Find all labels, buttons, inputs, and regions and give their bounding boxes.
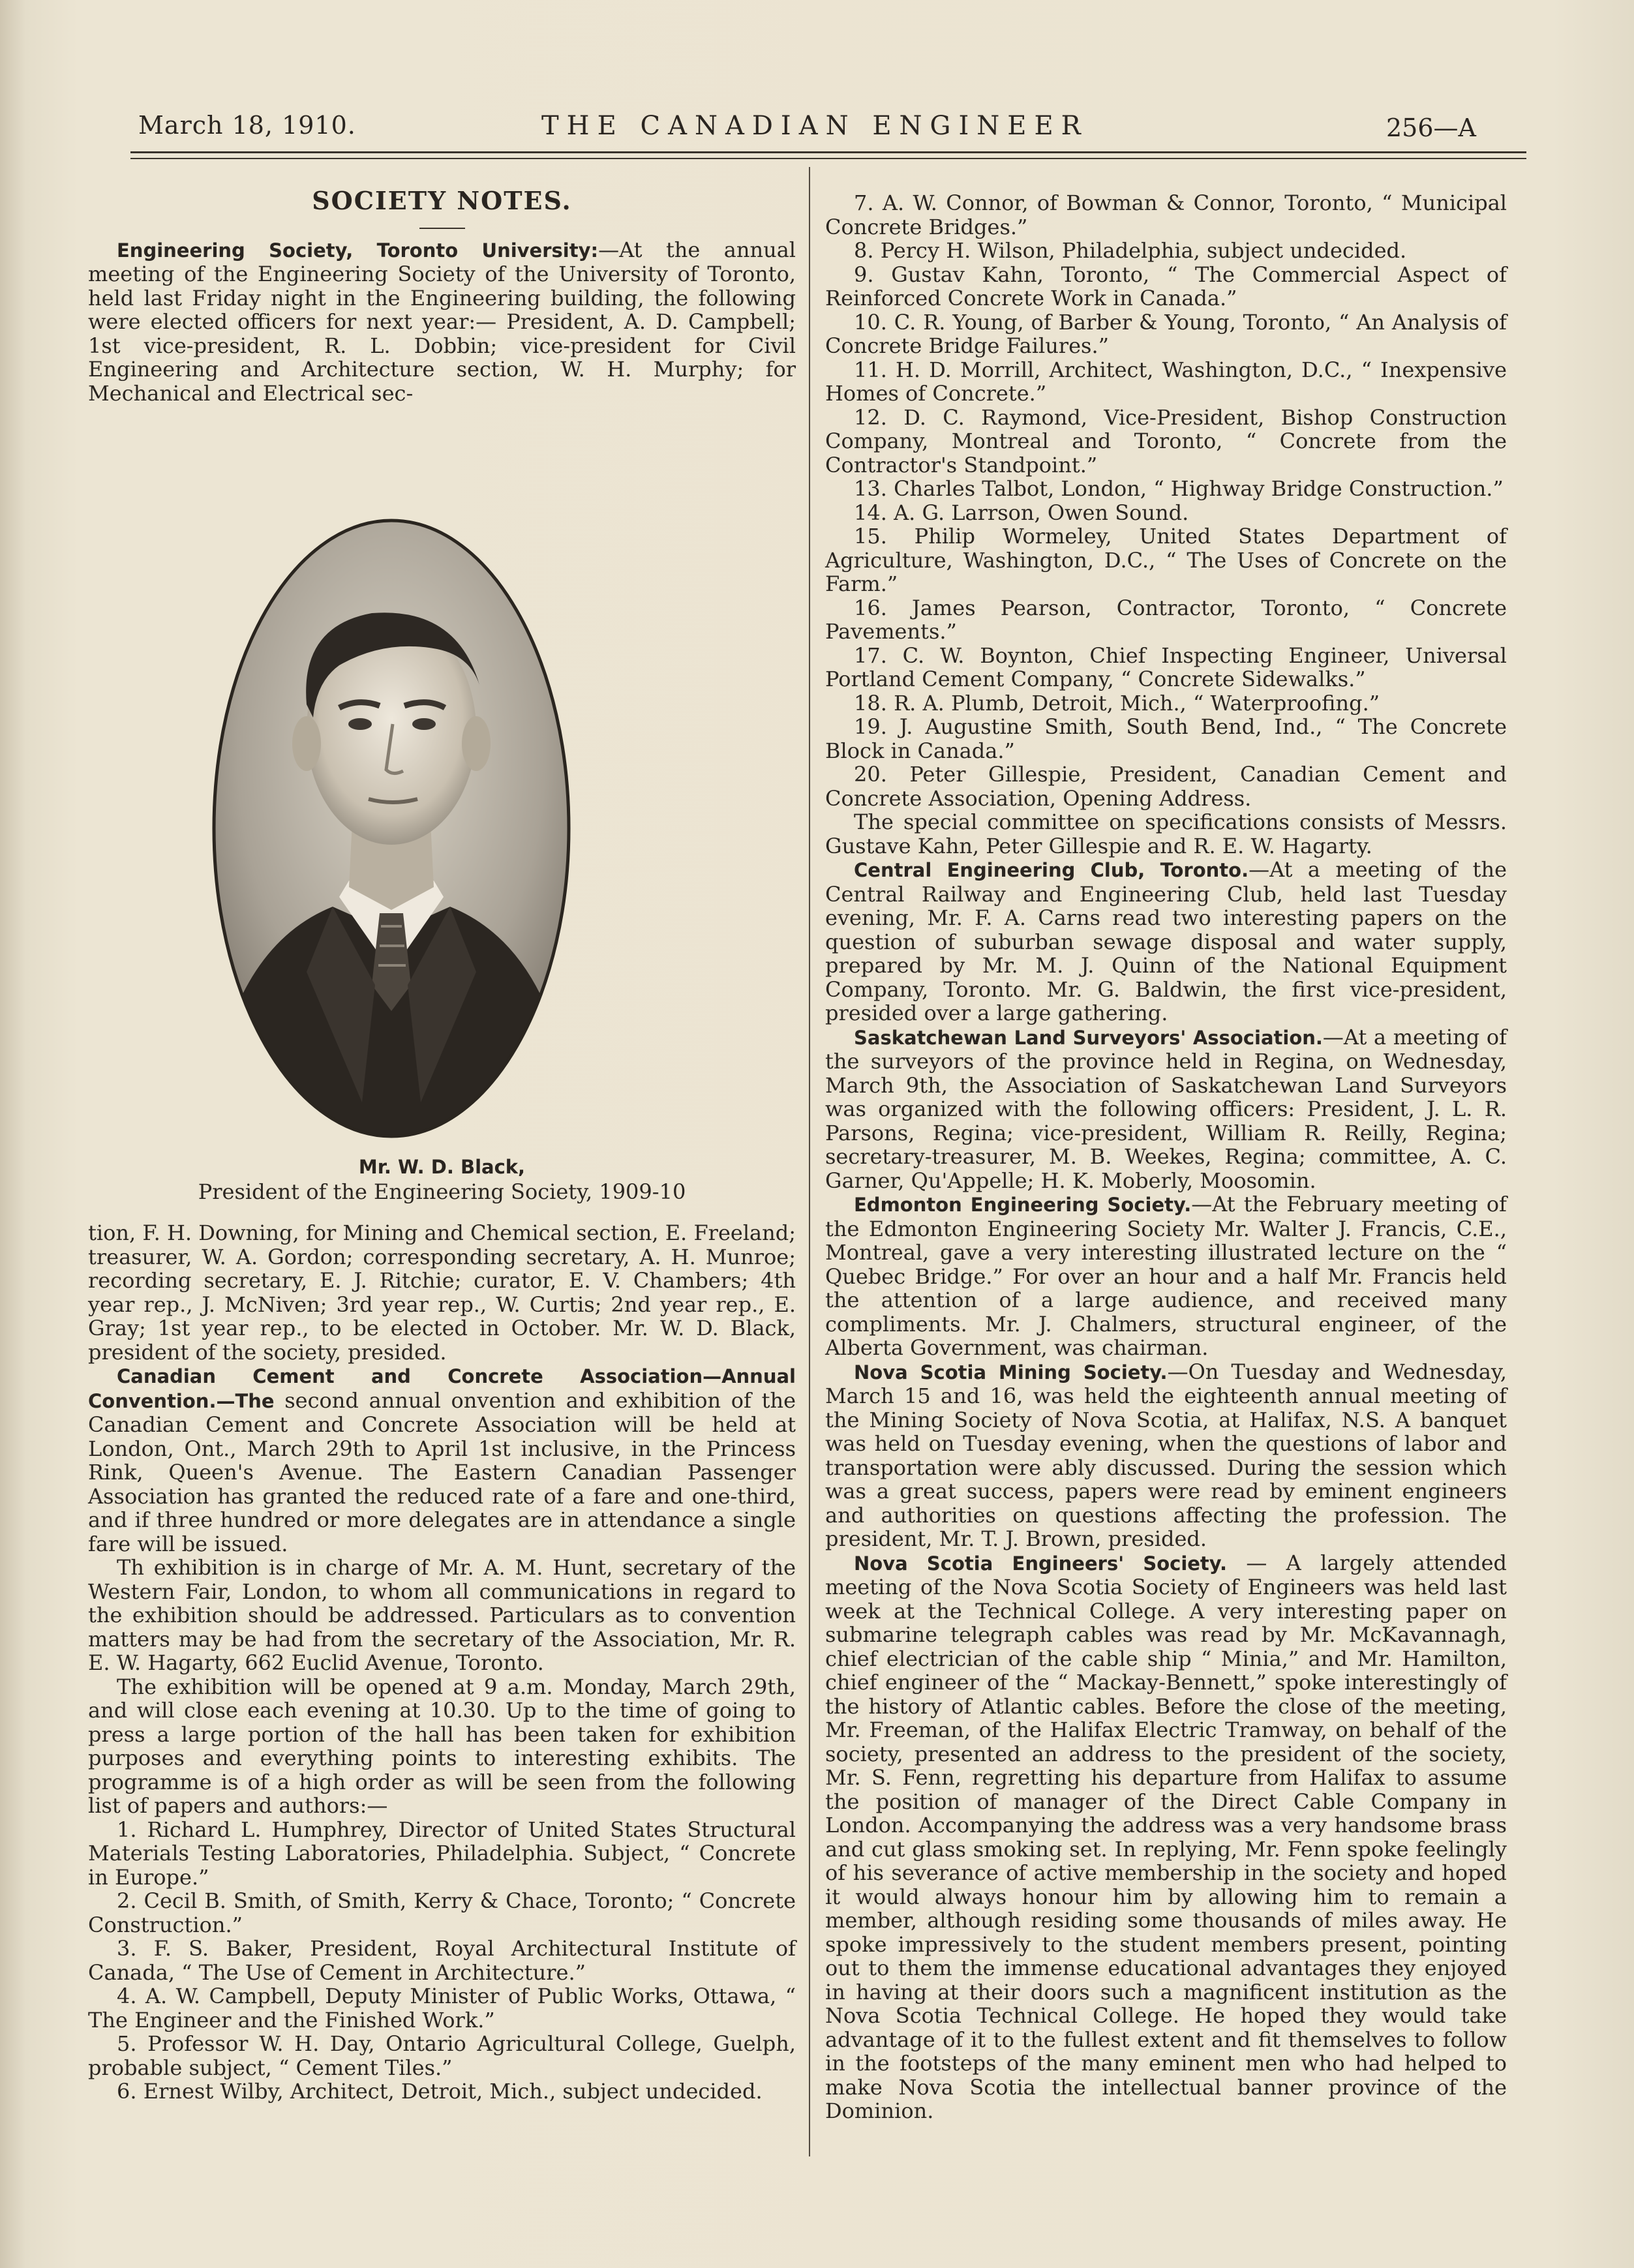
- paragraph: [88, 1818, 796, 1890]
- paragraph-text: 9. Gustav Kahn, Toronto, “ The Commercial Aspect of Reinforced Concrete Work in Canada.”: [825, 262, 1507, 310]
- paragraph: [88, 1221, 796, 1364]
- paragraph: [825, 310, 1507, 358]
- run-in-heading: Nova Scotia Mining Society.: [854, 1361, 1168, 1383]
- paragraph-text: 2. Cecil B. Smith, of Smith, Kerry & Chace, Toronto; “ Concrete Construction.”: [88, 1888, 796, 1937]
- paragraph-text: Th exhibition is in charge of Mr. A. M. Hunt, secretary of the Western Fair, London, to whom all communications in regard to the exhibition should be addressed. Particulars as to convention matters may be had from the secretary of the Association, Mr. R. E. W. Hagarty, 662 Euclid Avenue, Toronto.: [88, 1555, 796, 1675]
- paragraph-text: —At the February meeting of the Edmonton Engineering Society Mr. Walter J. Francis, C.E., Montreal, gave a very interesting illustrated lecture on the “ Quebec Bridge.” For over an hour and a half Mr. Francis held the attention of a large audience, and received many compliments. Mr. J. Chalmers, structural engineer, of the Alberta Government, was chairman.: [825, 1192, 1507, 1360]
- column-separator: [809, 167, 810, 2156]
- paragraph: [825, 596, 1507, 644]
- run-in-heading: Nova Scotia Engineers' Society.: [854, 1552, 1228, 1575]
- paragraph: [88, 1364, 796, 1556]
- paragraph: [825, 1192, 1507, 1360]
- portrait-caption-name: Mr. W. D. Black,: [358, 1156, 526, 1178]
- paragraph-text: —At a meeting of the Central Railway and Engineering Club, held last Tuesday evening, Mr. F. A. Carns read two interesting papers on the question of suburban sewage disposal and water supply, prepared by Mr. M. J. Quinn of the National Equipment Company, Toronto. Mr. G. Baldwin, the first vice-president, presided over a large gathering.: [825, 857, 1507, 1025]
- paragraph-text: 1. Richard L. Humphrey, Director of United States Structural Materials Testing Laboratories, Philadelphia. Subject, “ Concrete in Europe.”: [88, 1817, 796, 1890]
- running-header: [0, 111, 1634, 150]
- paragraph-text: —On Tuesday and Wednesday, March 15 and 16, was held the eighteenth annual meeting of the Mining Society of Nova Scotia, at Halifax, N.S. A banquet was held on Tuesday evening, when the questions of labor and transportation were ably discussed. During the session which was a great success, papers were read by eminent engineers and authorities on questions affecting the profession. The president, Mr. T. J. Brown, presided.: [825, 1359, 1507, 1551]
- paragraph: [825, 1360, 1507, 1551]
- paragraph: [825, 358, 1507, 406]
- paragraph-text: 13. Charles Talbot, London, “ Highway Bridge Construction.”: [854, 476, 1504, 501]
- paragraph: [825, 810, 1507, 858]
- header-rule-double: [130, 158, 1526, 159]
- right-column: [825, 191, 1507, 2123]
- left-top-paragraphs: [88, 238, 796, 406]
- paragraph-text: 17. C. W. Boynton, Chief Inspecting Engineer, Universal Portland Cement Company, “ Concrete Sidewalks.”: [825, 643, 1507, 691]
- paragraph: [88, 1675, 796, 1818]
- run-in-heading: Edmonton Engineering Society.: [854, 1194, 1192, 1216]
- paragraph: [825, 644, 1507, 691]
- paragraph: [88, 1937, 796, 1984]
- paragraph: [88, 238, 796, 406]
- paragraph-text: The special committee on specifications consists of Messrs. Gustave Kahn, Peter Gillespie and R. E. W. Hagarty.: [825, 809, 1507, 858]
- paragraph-text: —At a meeting of the surveyors of the province held in Regina, on Wednesday, March 9th, the Association of Saskatchewan Land Surveyors was organized with the following officers: President, J. L. R. Parsons, Regina; vice-president, William R. Reilly, Regina; secretary-treasurer, M. B. Weekes, Regina; committee, A. C. Garner, Qu'Appelle; H. K. Moberly, Moosomin.: [825, 1024, 1507, 1193]
- paragraph: [825, 1025, 1507, 1193]
- paragraph-text: 4. A. W. Campbell, Deputy Minister of Public Works, Ottawa, “ The Engineer and the Finished Work.”: [88, 1984, 796, 2033]
- portrait-photo: [209, 515, 574, 1142]
- paragraph: [825, 858, 1507, 1025]
- run-in-heading: Canadian Cement and Concrete Association—Annual Convention.—The: [88, 1365, 796, 1412]
- run-in-heading: Engineering Society, Toronto University:: [117, 239, 599, 262]
- left-column-top: [88, 186, 796, 406]
- paragraph-text: 14. A. G. Larrson, Owen Sound.: [854, 500, 1189, 525]
- portrait-image: [209, 515, 574, 1142]
- section-heading: SOCIETY NOTES.: [312, 186, 572, 215]
- paragraph: [825, 501, 1507, 525]
- paragraph: [825, 524, 1507, 596]
- run-in-heading: Saskatchewan Land Surveyors' Association.: [854, 1026, 1323, 1049]
- page-number: 256—A: [1386, 113, 1476, 142]
- paragraph: [825, 239, 1507, 263]
- paragraph-text: 16. James Pearson, Contractor, Toronto, “ Concrete Pavements.”: [825, 595, 1507, 644]
- paragraph-text: 20. Peter Gillespie, President, Canadian Cement and Concrete Association, Opening Address.: [825, 762, 1507, 811]
- paragraph-text: 15. Philip Wormeley, United States Department of Agriculture, Washington, D.C., “ The Uses of Concrete on the Farm.”: [825, 524, 1507, 596]
- paragraph: [825, 191, 1507, 239]
- paragraph-text: The exhibition will be opened at 9 a.m. Monday, March 29th, and will close each evening at 10.30. Up to the time of going to press a large portion of the hall has been taken for exhibition purposes and everything points to interesting exhibits. The programme is of a high order as will be seen from the following list of papers and authors:—: [88, 1674, 796, 1818]
- paragraph-text: 8. Percy H. Wilson, Philadelphia, subject undecided.: [854, 238, 1407, 263]
- paragraph-text: —At the annual meeting of the Engineering Society of the University of Toronto, held last Friday night in the Engineering building, the following were elected officers for next year:— President, A. D. Campbell; 1st vice-president, R. L. Dobbin; vice-president for Civil Engineering and Architecture section, W. H. Murphy; for Mechanical and Electrical sec-: [88, 237, 796, 406]
- paragraph-text: tion, F. H. Downing, for Mining and Chemical section, E. Freeland; treasurer, W. A. Gordon; corresponding secretary, A. H. Munroe; recording secretary, E. J. Ritchie; curator, E. V. Chambers; 4th year rep., J. McNiven; 3rd year rep., W. Curtis; 2nd year rep., E. Gray; 1st year rep., to be elected in October. Mr. W. D. Black, president of the society, presided.: [88, 1220, 796, 1365]
- paragraph: [825, 263, 1507, 310]
- paragraph-text: 10. C. R. Young, of Barber & Young, Toronto, “ An Analysis of Concrete Bridge Failures.”: [825, 309, 1507, 358]
- run-in-heading: Central Engineering Club, Toronto.: [854, 859, 1249, 881]
- header-rule: [130, 151, 1526, 153]
- publication-title: THE CANADIAN ENGINEER: [541, 111, 1089, 141]
- paragraph: [825, 406, 1507, 477]
- paragraph: [88, 1984, 796, 2032]
- paragraph-text: 12. D. C. Raymond, Vice-President, Bishop Construction Company, Montreal and Toronto, “ Concrete from the Contractor's Standpoint.”: [825, 404, 1507, 477]
- paragraph: [88, 2079, 796, 2104]
- paragraph-text: 7. A. W. Connor, of Bowman & Connor, Toronto, “ Municipal Concrete Bridges.”: [825, 190, 1507, 239]
- heading-rule: [419, 228, 465, 229]
- paragraph: [88, 1889, 796, 1937]
- paragraph-text: second annual onvention and exhibition of the Canadian Cement and Concrete Association will be held at London, Ont., March 29th to April 1st inclusive, in the Princess Rink, Queen's Avenue. The Eastern Canadian Passenger Association has granted the reduced rate of a fare and one-third, and if three hundred or more delegates are in attendance a single fare will be issued.: [88, 1387, 796, 1556]
- paragraph-text: 5. Professor W. H. Day, Ontario Agricultural College, Guelph, probable subject, “ Cement Tiles.”: [88, 2031, 796, 2080]
- paragraph-text: 19. J. Augustine Smith, South Bend, Ind., “ The Concrete Block in Canada.”: [825, 714, 1507, 763]
- paragraph: [825, 477, 1507, 501]
- paragraph: [825, 1551, 1507, 2123]
- paragraph: [825, 691, 1507, 716]
- paragraph-text: 3. F. S. Baker, President, Royal Architectural Institute of Canada, “ The Use of Cement in Architecture.”: [88, 1936, 796, 1985]
- paragraph: [825, 715, 1507, 763]
- portrait-caption-title: President of the Engineering Society, 1909-10: [198, 1179, 686, 1204]
- paragraph: [825, 763, 1507, 810]
- paragraph-text: 6. Ernest Wilby, Architect, Detroit, Mich., subject undecided.: [117, 2079, 763, 2104]
- paragraph: [88, 2032, 796, 2079]
- left-column-bottom: [88, 1221, 796, 2104]
- issue-date: March 18, 1910.: [138, 111, 356, 140]
- paragraph-text: — A largely attended meeting of the Nova Scotia Society of Engineers was held last week at the Technical College. A very interesting paper on submarine telegraph cables was read by Mr. McKavannagh, chief electrician of the cable ship “ Minia,” and Mr. Hamilton, chief engineer of the “ Mackay-Bennett,” spoke interestingly of the history of Atlantic cables. Before the close of the meeting, Mr. Freeman, of the Halifax Electric Tramway, on behalf of the society, presented an address to the president of the society, Mr. S. Fenn, regretting his departure from Halifax to assume the position of manager of the Direct Cable Company in London. Accompanying the address was a very handsome brass and cut glass smoking set. In replying, Mr. Fenn spoke feelingly of his severance of active membership in the society and hoped it would always honour him by allowing him to remain a member, although residing some thousands of miles away. He spoke impressively to the student members present, pointing out to them the immense educational advantages they enjoyed in having at their doors such a magnificent institution as the Nova Scotia Technical College. He hoped they would take advantage of it to the fullest extent and fit themselves to follow in the footsteps of the many eminent men who had helped to make Nova Scotia the intellectual banner province of the Dominion.: [825, 1550, 1507, 2123]
- paragraph-text: 18. R. A. Plumb, Detroit, Mich., “ Waterproofing.”: [854, 690, 1380, 716]
- paragraph: [88, 1556, 796, 1675]
- paragraph-text: 11. H. D. Morrill, Architect, Washington, D.C., “ Inexpensive Homes of Concrete.”: [825, 357, 1507, 406]
